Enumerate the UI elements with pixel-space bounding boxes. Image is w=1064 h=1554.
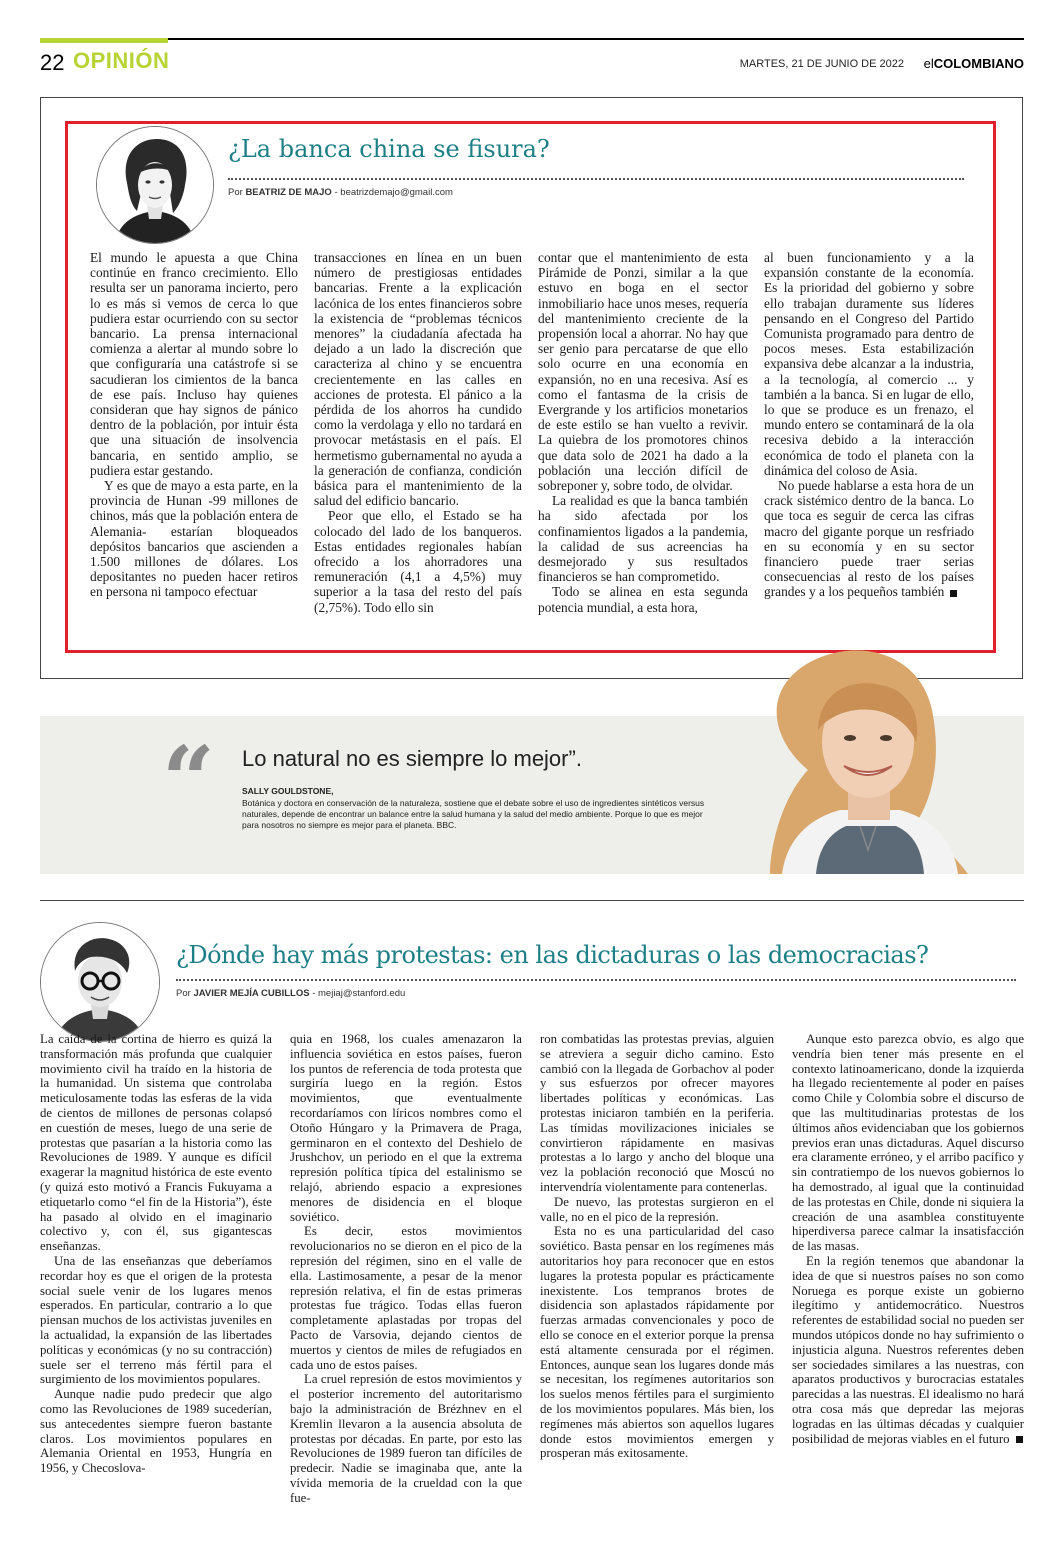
publication-date: MARTES, 21 DE JUNIO DE 2022 bbox=[739, 58, 904, 70]
article-1-dotted-rule bbox=[228, 178, 964, 180]
paragraph: El mundo le apuesta a que China continúe en franco crecimiento. Ello resulta ser un panorama incierto, pero lo es más si vemos de cerca lo que pudiera estar ocurriendo con su sector bancario. La prensa internacional comienza a alertar al mundo sobre lo que configuraría una catástrofe si se sacudieran los cimientos de la banca de ese país. Incluso hay quienes consideran que hay signos de pánico dentro de la población, por intuir ésta que una situación de insolvencia bancaria, en sentido amplio, se pudiera estar gestando. bbox=[90, 250, 298, 478]
byline-prefix: Por bbox=[228, 187, 243, 198]
page-number: 22 bbox=[40, 50, 65, 75]
article-2-column-1 bbox=[40, 1032, 272, 1476]
end-mark-icon bbox=[1016, 1436, 1023, 1443]
paragraph: transacciones en línea en un buen número de prestigiosas entidades bancarias. Frente a la explicación lacónica de los entes financieros sobre la existencia de “problemas técnicos menores” la ciudadanía afectada ha dejado a un lado la discreción que caracteriza al chino y se encuentra crecientemente en las calles en acciones de protesta. El pánico a la pérdida de los ahorros ha cundido como la verdolaga y ello no tardará en provocar metástasis en el país. El hermetismo gubernamental no ayuda a la generación de confianza, condición básica para el mantenimiento de la salud del edificio bancario. bbox=[314, 250, 522, 509]
article-2-title: ¿Dónde hay más protestas: en las dictaduras o las democracias? bbox=[176, 941, 929, 969]
paragraph: al buen funcionamiento y a la expansión constante de la economía. Es la prioridad del gobierno y sobre ello trabajan duramente sus líderes pensando en el Congreso del Partido Comunista programado para dentro de pocos meses. Esta estabilización expansiva debe alcanzar a la industria, a la tecnología, al comercio ... y también a la banca. Si en lugar de ello, lo que se produce es un frenazo, el mundo entero se contaminará de la ola recesiva debido a la interacción económica de todo el planeta con la dinámica del coloso de Asia. bbox=[764, 250, 974, 478]
paragraph: La caída de la cortina de hierro es quizá la transformación más profunda que cualquier movimiento civil ha traído en la historia de la humanidad. Un sistema que controlaba meticulosamente todas las esferas de la vida de cientos de millones de personas colapsó en cuestión de meses, luego de una serie de protestas que pasarían a la historia como las Revoluciones de 1989. Y aunque es difícil exagerar la magnitud histórica de este evento (y quizá esto motivó a Francis Fukuyama a etiquetarlo como “el fin de la Historia”), éste ha pasado al olvido en el imaginario colectivo y, con él, sus gigantescas enseñanzas. bbox=[40, 1032, 272, 1254]
paragraph: Es decir, estos movimientos revolucionarios no se dieron en el pico de la represión del régimen, sino en el valle de ella. Lastimosamente, a pesar de la menor represión relativa, el fin de estas primeras protestas fue trágico. Todas ellas fueron completamente aplastadas por tropas del Pacto de Varsovia, dejando cientos de muertos y cientos de miles de refugiados en cada uno de estos países. bbox=[290, 1224, 522, 1372]
paragraph: Aunque nadie pudo predecir que algo como las Revoluciones de 1989 sucederían, sus antecedentes siempre fueron bastante claros. Los movimientos populares en Alemania Oriental en 1953, Hungría en 1956, y Checoslova- bbox=[40, 1387, 272, 1476]
article-2-top-rule bbox=[40, 900, 1024, 901]
masthead-logo bbox=[924, 56, 1024, 71]
quote-text: Lo natural no es siempre lo mejor”. bbox=[242, 746, 582, 771]
top-rule bbox=[40, 38, 1024, 40]
paragraph: quia en 1968, los cuales amenazaron la influencia soviética en estos países, fueron los puntos de referencia de toda protesta que surgiría luego en la región. Estos movimientos, que eventualmente recordaríamos con líricos nombres como el Otoño Húngaro y la Primavera de Praga, germinaron en el contexto del Deshielo de Jrushchov, un periodo en el que la extrema represión política típica del estalinismo se relajó, abriendo espacio a expresiones menores de disidencia en el bloque soviético. bbox=[290, 1032, 522, 1224]
author-1-avatar bbox=[96, 126, 214, 244]
paragraph: De nuevo, las protestas surgieron en el valle, no en el pico de la represión. bbox=[540, 1194, 774, 1224]
article-1-byline: Por BEATRIZ DE MAJO - beatrizdemajo@gmail.com bbox=[228, 187, 453, 198]
author-1-portrait-icon bbox=[97, 127, 213, 243]
article-2-column-3 bbox=[540, 1032, 774, 1461]
paragraph: Aunque esto parezca obvio, es algo que vendría bien tener más presente en el contexto latinoamericano, donde la izquierda ha llegado recientemente al poder en países como Chile y Colombia sobre el discurso de que las multitudinarias protestas de los últimos años evidenciaban que los gobiernos previos eran unas dictaduras. Aquel discurso era claramente erróneo, y el arribo pacífico y sin contratiempo de los nuevos gobiernos lo ha demostrado, al igual que la continuidad de las protestas en Chile, donde ni siquiera la creación de una asamblea constituyente hiperdiversa parece calmar la insatisfacción de las masas. bbox=[792, 1032, 1024, 1254]
article-2-byline: Por JAVIER MEJÍA CUBILLOS - mejiaj@stanford.edu bbox=[176, 988, 406, 999]
article-2-column-4 bbox=[792, 1032, 1024, 1446]
article-1-title: ¿La banca china se fisura? bbox=[228, 135, 550, 163]
paragraph: ron combatidas las protestas previas, alguien se atreviera a seguir dicho camino. Esto cambió con la llegada de Gorbachov al poder y sus esfuerzos por ofrecer mayores libertades políticas y económicas. Las protestas iniciaron también en la periferia. Las tímidas movilizaciones iniciales se convirtieron rápidamente en masivas protestas a lo largo y ancho del bloque una vez la población reconoció que Moscú no intervendría violentamente para contenerlas. bbox=[540, 1032, 774, 1194]
paragraph: La cruel represión de estos movimientos y el posterior incremento del autoritarismo bajo la administración de Brézhnev en el Kremlin llevaron a la ausencia absoluta de protestas por décadas. En parte, por esto las Revoluciones de 1989 fueron tan difíciles de predecir. Nadie se imaginaba que, ante la vívida memoria de la crueldad con la que fue- bbox=[290, 1372, 522, 1505]
quote-description: Botánica y doctora en conservación de la naturaleza, sostiene que el debate sobre el uso de ingredientes sintéticos versus naturales, depende de encontrar un balance entre la salud humana y la salud del medio ambiente. Porque lo que es mejor para nosotros no siempre es mejor para el planeta. BBC. bbox=[242, 798, 705, 831]
article-1-column-1 bbox=[90, 250, 298, 600]
paragraph bbox=[792, 1254, 1024, 1446]
paragraph: Peor que ello, el Estado se ha colocado del lado de los banqueros. Estas entidades regionales habían ofrecido a los ahorradores una remuneración (4,1 a 4,5%) muy superior a la tasa del resto del país (2,75%). Todo ello sin bbox=[314, 508, 522, 615]
author-2-email[interactable]: mejiaj@stanford.edu bbox=[318, 988, 406, 999]
quote-portrait bbox=[700, 650, 1024, 874]
section-title: OPINIÓN bbox=[73, 48, 170, 73]
author-2-portrait-icon bbox=[41, 923, 159, 1041]
paragraph: Todo se alinea en esta segunda potencia mundial, a esta hora, bbox=[538, 584, 748, 615]
paragraph-text: En la región tenemos que abandonar la idea de que si nuestros países no son como Noruega es porque existe un gobierno ilegítimo y antidemocrático. Nuestros referentes de estabilidad social no pueden ser mundos utópicos donde no hay sufrimiento o injusticia alguna. Nuestros referentes deben ser sociedades similares a las nuestras, con aparatos productivos y burocracias estatales parecidas a las nuestras. El idealismo no hará otra cosa más que depredar las mejoras logradas en las últimas décadas y cualquier posibilidad de mejoras viables en el futuro bbox=[792, 1253, 1024, 1446]
author-2-avatar bbox=[40, 922, 160, 1042]
article-2-column-2 bbox=[290, 1032, 522, 1506]
article-2-dotted-rule bbox=[176, 979, 1016, 981]
woman-portrait-icon bbox=[700, 650, 1024, 874]
paragraph-text: No puede hablarse a esta hora de un crack sistémico dentro de la banca. Lo que toca es seguir de cerca las cifras macro del gigante porque un resfriado en su economía y en su sector financiero puede traer serias consecuencias al resto de los países grandes y a los pequeños también bbox=[764, 478, 974, 600]
paragraph: La realidad es que la banca también ha sido afectada por los confinamientos ligados a la pandemia, la calidad de sus acreencias ha desmejorado y sus resultados financieros se han comprometido. bbox=[538, 493, 748, 585]
byline-prefix: Por bbox=[176, 988, 191, 999]
quote-mark-icon: “ bbox=[162, 726, 215, 834]
paragraph: contar que el mantenimiento de esta Pirámide de Ponzi, similar a la que estuvo en boga en el sector inmobiliario hace unos meses, requería del mantenimiento creciente de la propensión local a ahorrar. No hay que ser genio para percatarse de que ello solo ocurre en una economía en expansión, no en una recesiva. Así es como el fantasma de la crisis de Evergrande y los artificios monetarios de este estilo se han vuelto a revivir. La quiebra de los promotores chinos que data solo de 2021 ha dado a la población una lección difícil de sobreponer y, sobre todo, de olvidar. bbox=[538, 250, 748, 494]
article-1-column-2 bbox=[314, 250, 522, 615]
masthead-name: COLOMBIANO bbox=[933, 56, 1024, 71]
masthead-prefix: el bbox=[923, 56, 934, 71]
paragraph: Una de las enseñanzas que deberíamos recordar hoy es que el origen de la protesta social suele venir de los lugares menos esperados. En particular, contrario a lo que piensan muchos de los activistas juveniles en la actualidad, la expansión de las libertades políticas y económicas (y no su contracción) suele ser el terreno más fértil para el surgimiento de los movimientos populares. bbox=[40, 1253, 272, 1387]
quote-author: SALLY GOULDSTONE, bbox=[242, 786, 334, 796]
author-1-email[interactable]: beatrizdemajo@gmail.com bbox=[340, 187, 453, 198]
author-1-name: BEATRIZ DE MAJO bbox=[245, 187, 332, 198]
author-2-name: JAVIER MEJÍA CUBILLOS bbox=[193, 988, 310, 999]
end-mark-icon bbox=[950, 590, 957, 597]
article-1-column-3 bbox=[538, 250, 748, 615]
paragraph bbox=[764, 478, 974, 600]
paragraph: Esta no es una particularidad del caso soviético. Basta pensar en los regímenes más autoritarios hoy para reconocer que en estos lugares la protesta popular es prácticamente inexistente. Los tempranos brotes de disidencia son aplastados rápidamente por fuerzas armadas convencionales y poco de ello se conoce en el exterior porque la prensa está altamente censurada por el régimen. Entonces, aunque sean los lugares donde más se necesitan, los regímenes autoritarios son los suelos menos fértiles para el surgimiento de los movimientos populares. Más bien, los regímenes más abiertos son aquellos lugares donde estos movimientos emergen y prosperan más exitosamente. bbox=[540, 1224, 774, 1461]
article-1-column-4 bbox=[764, 250, 974, 600]
paragraph: Y es que de mayo a esta parte, en la provincia de Hunan -99 millones de chinos, más que la población entera de Alemania- estarían bloqueados depósitos bancarios que ascienden a 1.500 millones de dólares. Los depositantes no pueden hacer retiros en persona ni tampoco efectuar bbox=[90, 478, 298, 600]
section-accent-bar bbox=[40, 38, 168, 43]
